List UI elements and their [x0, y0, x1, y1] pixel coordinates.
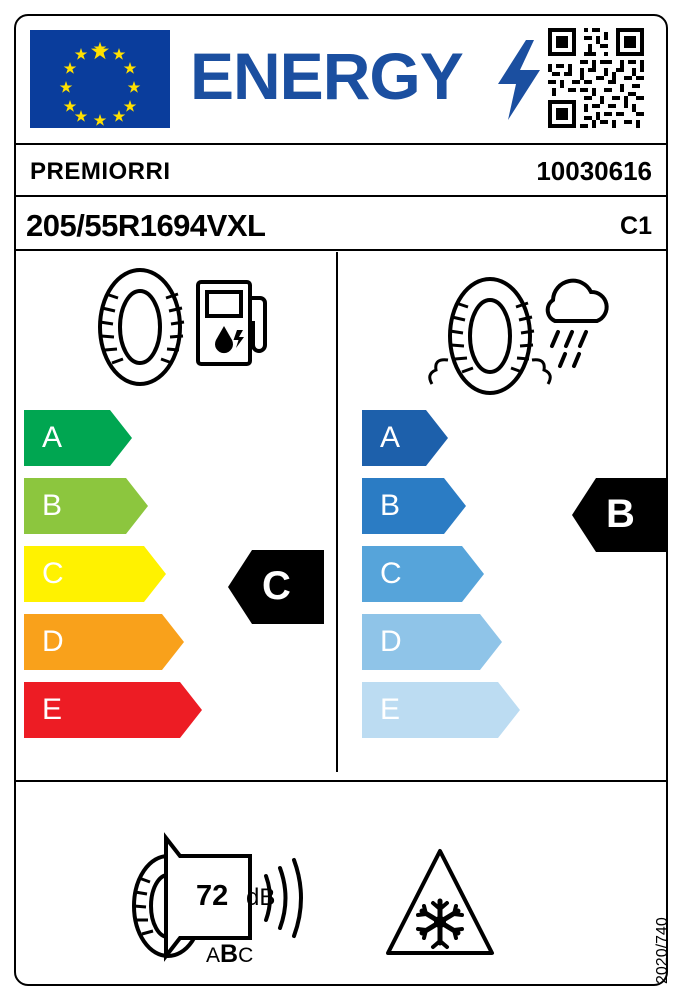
grade-row-b — [24, 478, 324, 534]
divider-size — [16, 249, 666, 251]
grade-letter: C — [380, 557, 402, 590]
qr-code-icon — [548, 28, 644, 128]
grade-letter: B — [380, 489, 401, 522]
divider-brand — [16, 195, 666, 197]
label-date-text: 2020/740 — [654, 917, 671, 984]
tyre-size: 205/55R1694VXL — [26, 208, 266, 243]
wet-rating-letter: B — [606, 492, 635, 536]
grade-letter: E — [380, 693, 401, 726]
grade-row-a — [24, 410, 324, 466]
grade-row-a — [362, 410, 662, 466]
grade-letter: D — [380, 625, 402, 658]
grade-letter: D — [42, 625, 64, 658]
3pmsf-snowflake-icon — [380, 845, 500, 960]
wet-grip-icon — [412, 264, 612, 414]
brand-name: PREMIORRI — [30, 158, 171, 185]
energy-title: ENERGY — [190, 39, 463, 113]
grade-row-c — [362, 546, 662, 602]
fuel-rating-badge — [228, 550, 324, 624]
type-code: 10030616 — [536, 156, 652, 186]
noise-value: 72 — [196, 880, 229, 912]
wet-grade-scale — [362, 410, 662, 750]
grade-letter: E — [42, 693, 63, 726]
noise-unit: dB — [246, 884, 276, 911]
lightning-bolt-icon — [496, 40, 542, 120]
tyre-class: C1 — [620, 212, 652, 240]
noise-class-scale — [206, 940, 253, 969]
noise-class-b: B — [220, 940, 239, 968]
noise-class-c: C — [238, 944, 254, 967]
eu-flag-icon — [30, 30, 170, 128]
label-date — [638, 880, 671, 990]
section-divider — [336, 252, 338, 772]
fuel-rating-letter: C — [262, 564, 291, 608]
grade-row-e — [362, 682, 662, 738]
fuel-efficiency-icon — [88, 264, 268, 390]
noise-class-a: A — [206, 944, 221, 967]
grade-letter: A — [42, 421, 63, 454]
grade-shape — [24, 410, 132, 466]
grade-row-e — [24, 682, 324, 738]
grade-row-d — [362, 614, 662, 670]
grade-letter: A — [380, 421, 401, 454]
divider-bottom — [16, 780, 666, 782]
wet-rating-badge — [572, 478, 668, 552]
divider-header — [16, 143, 666, 145]
grade-letter: B — [42, 489, 63, 522]
grade-letter: C — [42, 557, 64, 590]
